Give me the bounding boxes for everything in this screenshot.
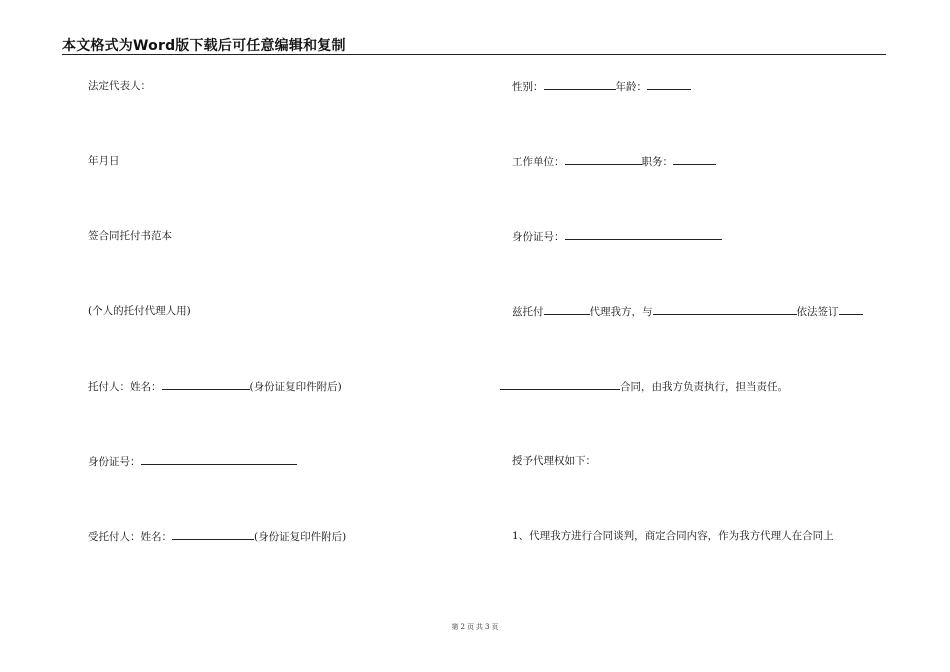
position-label: 职务： bbox=[641, 156, 673, 168]
principal-label: 托付人：姓名： bbox=[88, 381, 162, 393]
power-item-1-text: 1、代理我方进行合同谈判，商定合同内容，作为我方代理人在合同上 bbox=[512, 530, 834, 542]
document-subtitle-line bbox=[88, 304, 191, 318]
footer-page-prefix: 第 bbox=[451, 623, 459, 631]
agent-note: (身份证复印件附后) bbox=[254, 531, 347, 543]
agent-id-blank[interactable] bbox=[565, 229, 722, 240]
contract-name-blank[interactable] bbox=[500, 379, 620, 390]
powers-label: 授予代理权如下： bbox=[512, 455, 596, 467]
entrust-contract-blank[interactable] bbox=[839, 304, 863, 315]
document-title-line bbox=[88, 229, 172, 243]
entrust-agent-blank[interactable] bbox=[544, 304, 590, 315]
entrust-line bbox=[512, 304, 863, 319]
contract-line bbox=[500, 379, 788, 394]
entrust-party-blank[interactable] bbox=[653, 304, 797, 315]
footer-page-mid1: 页 bbox=[467, 623, 474, 631]
power-item-1 bbox=[512, 529, 834, 543]
gender-age-line bbox=[512, 79, 691, 94]
agent-label: 受托付人：姓名： bbox=[88, 531, 172, 543]
page-footer bbox=[0, 622, 950, 632]
gender-label: 性别： bbox=[512, 81, 544, 93]
document-subtitle: (个人的托付代理人用) bbox=[88, 305, 191, 317]
age-blank[interactable] bbox=[647, 79, 691, 90]
entrust-suffix: 依法签订 bbox=[796, 306, 839, 318]
agent-name-blank[interactable] bbox=[172, 529, 254, 540]
contract-text: 合同，由我方负责执行，担当责任。 bbox=[620, 381, 788, 393]
header-title: 本文格式为Word版下载后可任意编辑和复制 bbox=[62, 38, 346, 54]
agent-line bbox=[88, 529, 346, 544]
entrust-prefix: 兹托付 bbox=[512, 306, 544, 318]
employer-blank[interactable] bbox=[565, 154, 642, 165]
agent-id-line bbox=[512, 229, 722, 244]
date-line bbox=[88, 154, 120, 168]
legal-representative-label: 法定代表人： bbox=[88, 80, 151, 92]
employer-label: 工作单位： bbox=[512, 156, 565, 168]
principal-name-blank[interactable] bbox=[162, 379, 250, 390]
footer-page-mid2: 共 bbox=[476, 623, 483, 631]
footer-page-total: 3 bbox=[485, 623, 490, 631]
date-label: 年月日 bbox=[88, 155, 120, 167]
powers-line bbox=[512, 454, 596, 468]
page-header bbox=[62, 34, 886, 55]
principal-id-label: 身份证号： bbox=[88, 456, 141, 468]
employer-line bbox=[512, 154, 716, 169]
position-blank[interactable] bbox=[673, 154, 716, 165]
principal-id-line bbox=[88, 454, 297, 469]
legal-representative-line bbox=[88, 79, 151, 93]
gender-blank[interactable] bbox=[544, 79, 616, 90]
agent-id-label: 身份证号： bbox=[512, 231, 565, 243]
principal-id-blank[interactable] bbox=[141, 454, 297, 465]
footer-page-suffix: 页 bbox=[491, 623, 499, 631]
principal-line bbox=[88, 379, 342, 394]
document-title: 签合同托付书范本 bbox=[88, 230, 172, 242]
principal-note: (身份证复印件附后) bbox=[249, 381, 342, 393]
age-label: 年龄： bbox=[615, 81, 647, 93]
footer-page-current: 2 bbox=[460, 623, 465, 631]
entrust-mid: 代理我方，与 bbox=[589, 306, 653, 318]
